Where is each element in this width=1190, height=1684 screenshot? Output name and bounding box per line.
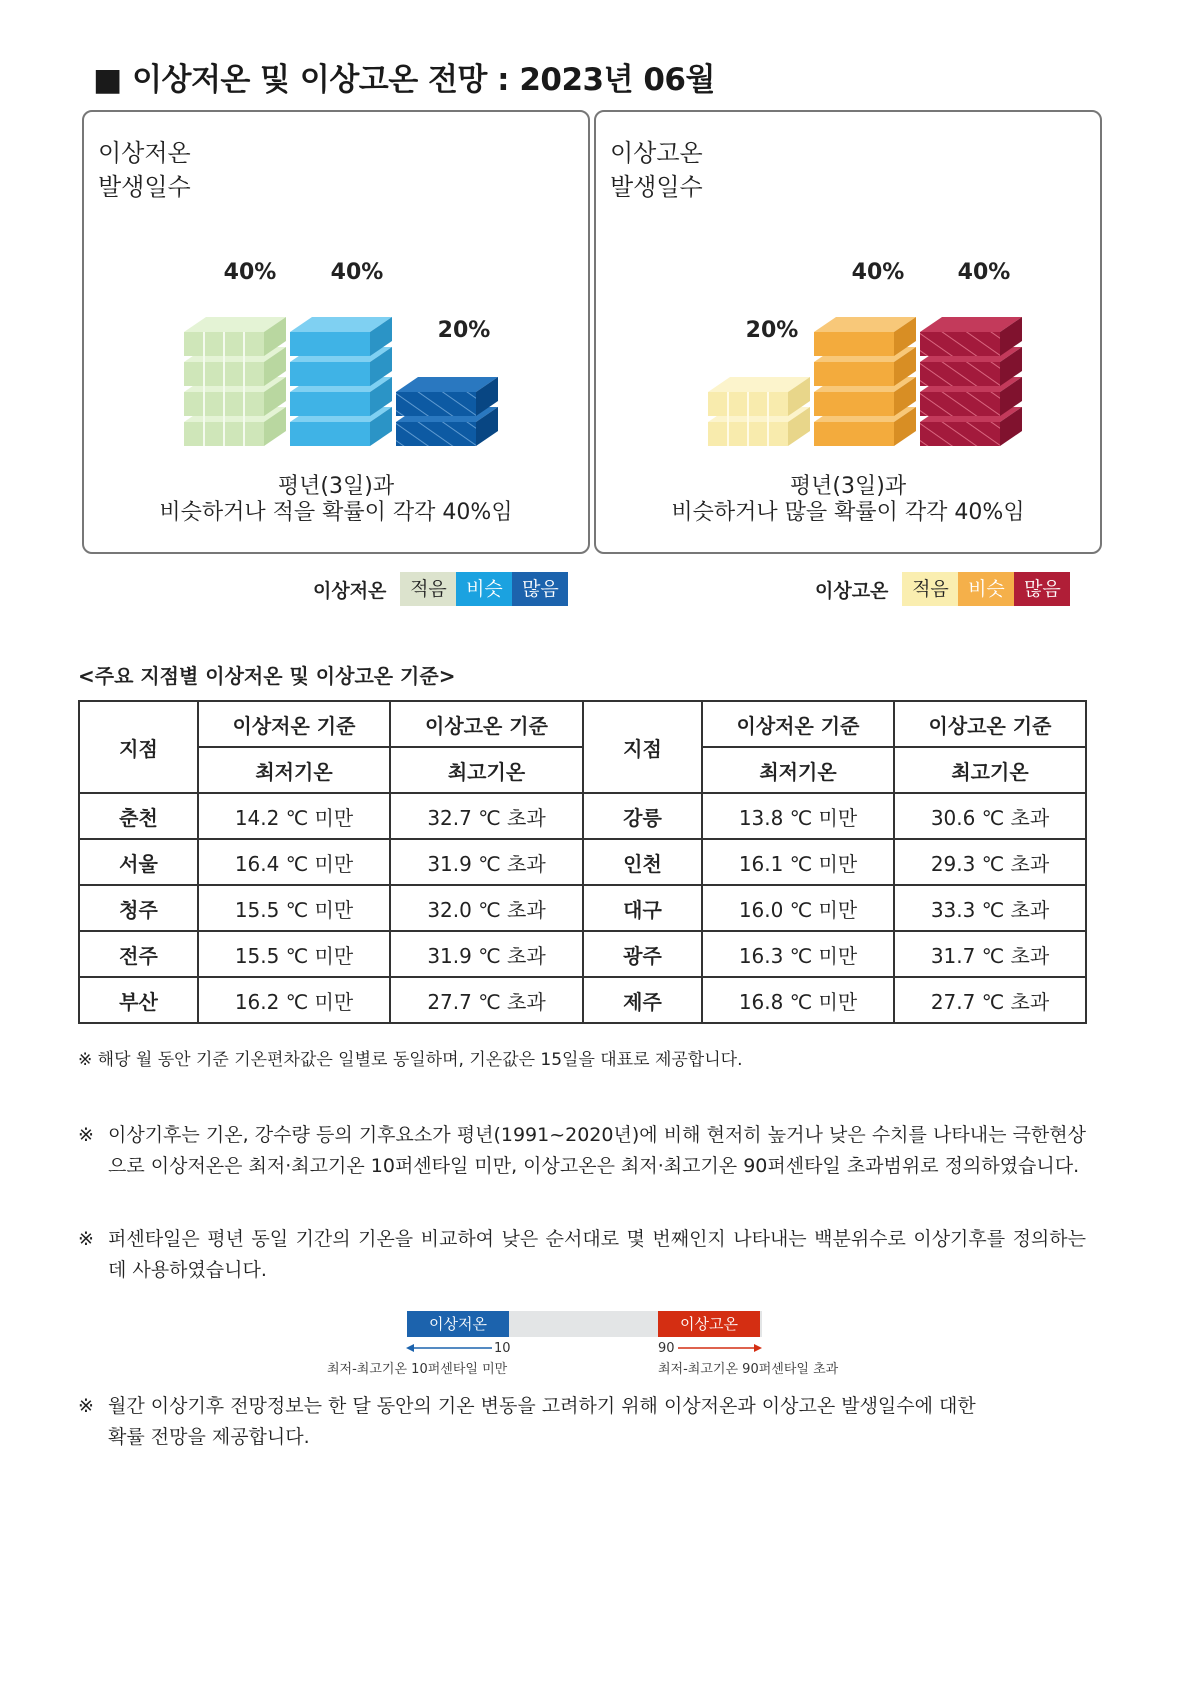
station-cell: 제주: [583, 977, 702, 1023]
table-row: [79, 977, 1086, 1023]
subheader-max-left: 최고기온: [390, 747, 583, 793]
note-monthly-outlook-text: 월간 이상기후 전망정보는 한 달 동안의 기온 변동을 고려하기 위해 이상저온과 이상고온 발생일수에 대한 확률 전망을 제공합니다.: [108, 1395, 976, 1448]
station-cell: 강릉: [583, 793, 702, 839]
high-threshold-cell: 27.7 ℃ 초과: [894, 977, 1086, 1023]
table-subheader-row: [79, 747, 1086, 793]
high-few-stack: [708, 377, 810, 446]
high-threshold-cell: 29.3 ℃ 초과: [894, 839, 1086, 885]
low-pct-many: 20%: [437, 318, 491, 343]
low-panel-label-line1: 이상저온: [98, 139, 191, 167]
low-panel-caption: [84, 474, 588, 526]
high-caption-line2: 비슷하거나 많을 확률이 각각 40%임: [671, 500, 1025, 525]
note-percentile-text: 퍼센타일은 평년 동일 기간의 기온을 비교하여 낮은 순서대로 몇 번째인지 나타내는 백분위수로 이상기후를 정의하는 데 사용하였습니다.: [108, 1228, 1086, 1281]
station-cell: 광주: [583, 931, 702, 977]
note-mark: ※: [78, 1228, 94, 1250]
high-panel-label-line1: 이상고온: [610, 139, 703, 167]
high-legend-few: 적음: [902, 572, 958, 606]
low-threshold-cell: 14.2 ℃ 미만: [198, 793, 390, 839]
station-cell: 부산: [79, 977, 198, 1023]
low-caption-line1: 평년(3일)과: [277, 474, 395, 499]
low-threshold-cell: 15.5 ℃ 미만: [198, 931, 390, 977]
high-pct-many: 40%: [957, 260, 1011, 285]
subheader-max-right: 최고기온: [894, 747, 1086, 793]
high-legend-similar: 비슷: [958, 572, 1014, 606]
high-threshold-cell: 30.6 ℃ 초과: [894, 793, 1086, 839]
low-threshold-cell: 13.8 ℃ 미만: [702, 793, 894, 839]
scale-low-tick: 10: [494, 1341, 511, 1356]
col-header-station-right: 지점: [583, 701, 702, 793]
low-threshold-cell: 16.2 ℃ 미만: [198, 977, 390, 1023]
high-threshold-cell: 32.7 ℃ 초과: [390, 793, 583, 839]
station-cell: 대구: [583, 885, 702, 931]
low-legend-similar: 비슷: [456, 572, 512, 606]
table-row: [79, 931, 1086, 977]
scale-low-arrowhead: [406, 1344, 414, 1352]
low-legend-many: 많음: [512, 572, 568, 606]
col-header-high-right: 이상고온 기준: [894, 701, 1086, 747]
table-header-row: [79, 701, 1086, 747]
scale-low-segment: 이상저온: [407, 1311, 509, 1337]
low-caption-line2: 비슷하거나 적을 확률이 각각 40%임: [159, 500, 513, 525]
high-similar-stack: [814, 317, 916, 446]
scale-arrows: [400, 1341, 770, 1355]
high-temp-legend: [815, 572, 1070, 606]
high-many-stack: [920, 317, 1022, 446]
low-pct-similar: 40%: [330, 260, 384, 285]
low-panel-label: [98, 136, 191, 204]
table-row: [79, 885, 1086, 931]
station-cell: 춘천: [79, 793, 198, 839]
high-threshold-cell: 27.7 ℃ 초과: [390, 977, 583, 1023]
station-cell: 청주: [79, 885, 198, 931]
low-few-stack: [184, 317, 286, 446]
low-temp-panel: [82, 110, 590, 554]
high-caption-line1: 평년(3일)과: [789, 474, 907, 499]
subheader-min-left: 최저기온: [198, 747, 390, 793]
scale-high-segment: 이상고온: [658, 1311, 760, 1337]
scale-high-arrowhead: [754, 1344, 762, 1352]
high-pct-similar: 40%: [851, 260, 905, 285]
low-many-stack: [396, 377, 498, 446]
scale-low-desc: 최저-최고기온 10퍼센타일 미만: [327, 1362, 508, 1377]
col-header-low-left: 이상저온 기준: [198, 701, 390, 747]
high-threshold-cell: 31.9 ℃ 초과: [390, 931, 583, 977]
table-footnote: ※ 해당 월 동안 기준 기온편차값은 일별로 동일하며, 기온값은 15일을 대표로 제공합니다.: [78, 1050, 743, 1070]
station-cell: 서울: [79, 839, 198, 885]
station-cell: 전주: [79, 931, 198, 977]
high-threshold-cell: 32.0 ℃ 초과: [390, 885, 583, 931]
high-panel-caption: [596, 474, 1100, 526]
note-definition-text: 이상기후는 기온, 강수량 등의 기후요소가 평년(1991~2020년)에 비해 현저히 높거나 낮은 수치를 나타내는 극한현상으로 이상저온은 최저·최고기온 10퍼센타일 미만, 이상고온은 최저·최고기온 90퍼센타일 초과범위로 정의하였습니다.: [108, 1124, 1086, 1177]
table-caption: <주요 지점별 이상저온 및 이상고온 기준>: [78, 664, 456, 688]
table-row: [79, 839, 1086, 885]
note-mark: ※: [78, 1395, 94, 1417]
low-threshold-cell: 16.4 ℃ 미만: [198, 839, 390, 885]
low-temp-legend: [313, 572, 568, 606]
low-pct-few: 40%: [223, 260, 277, 285]
low-threshold-cell: 15.5 ℃ 미만: [198, 885, 390, 931]
low-panel-label-line2: 발생일수: [98, 173, 191, 201]
low-similar-stack: [290, 317, 392, 446]
low-threshold-cell: 16.8 ℃ 미만: [702, 977, 894, 1023]
station-cell: 인천: [583, 839, 702, 885]
note-percentile: [78, 1224, 1086, 1286]
note-definition: [78, 1120, 1086, 1182]
high-pct-few: 20%: [745, 318, 799, 343]
high-legend-title: 이상고온: [815, 579, 889, 602]
high-threshold-cell: 31.9 ℃ 초과: [390, 839, 583, 885]
high-temp-panel: [594, 110, 1102, 554]
page-title: ■ 이상저온 및 이상고온 전망 : 2023년 06월: [93, 62, 715, 98]
note-monthly-outlook: [78, 1391, 998, 1453]
scale-high-tick: 90: [658, 1341, 675, 1356]
low-threshold-cell: 16.3 ℃ 미만: [702, 931, 894, 977]
high-panel-label-line2: 발생일수: [610, 173, 703, 201]
note-mark: ※: [78, 1124, 94, 1146]
low-legend-title: 이상저온: [313, 579, 387, 602]
scale-high-desc: 최저-최고기온 90퍼센타일 초과: [658, 1362, 839, 1377]
low-legend-few: 적음: [400, 572, 456, 606]
criteria-table: [78, 700, 1087, 1024]
high-threshold-cell: 31.7 ℃ 초과: [894, 931, 1086, 977]
low-threshold-cell: 16.1 ℃ 미만: [702, 839, 894, 885]
high-threshold-cell: 33.3 ℃ 초과: [894, 885, 1086, 931]
col-header-high-left: 이상고온 기준: [390, 701, 583, 747]
col-header-station-left: 지점: [79, 701, 198, 793]
subheader-min-right: 최저기온: [702, 747, 894, 793]
high-panel-label: [610, 136, 703, 204]
table-row: [79, 793, 1086, 839]
col-header-low-right: 이상저온 기준: [702, 701, 894, 747]
low-threshold-cell: 16.0 ℃ 미만: [702, 885, 894, 931]
high-legend-many: 많음: [1014, 572, 1070, 606]
